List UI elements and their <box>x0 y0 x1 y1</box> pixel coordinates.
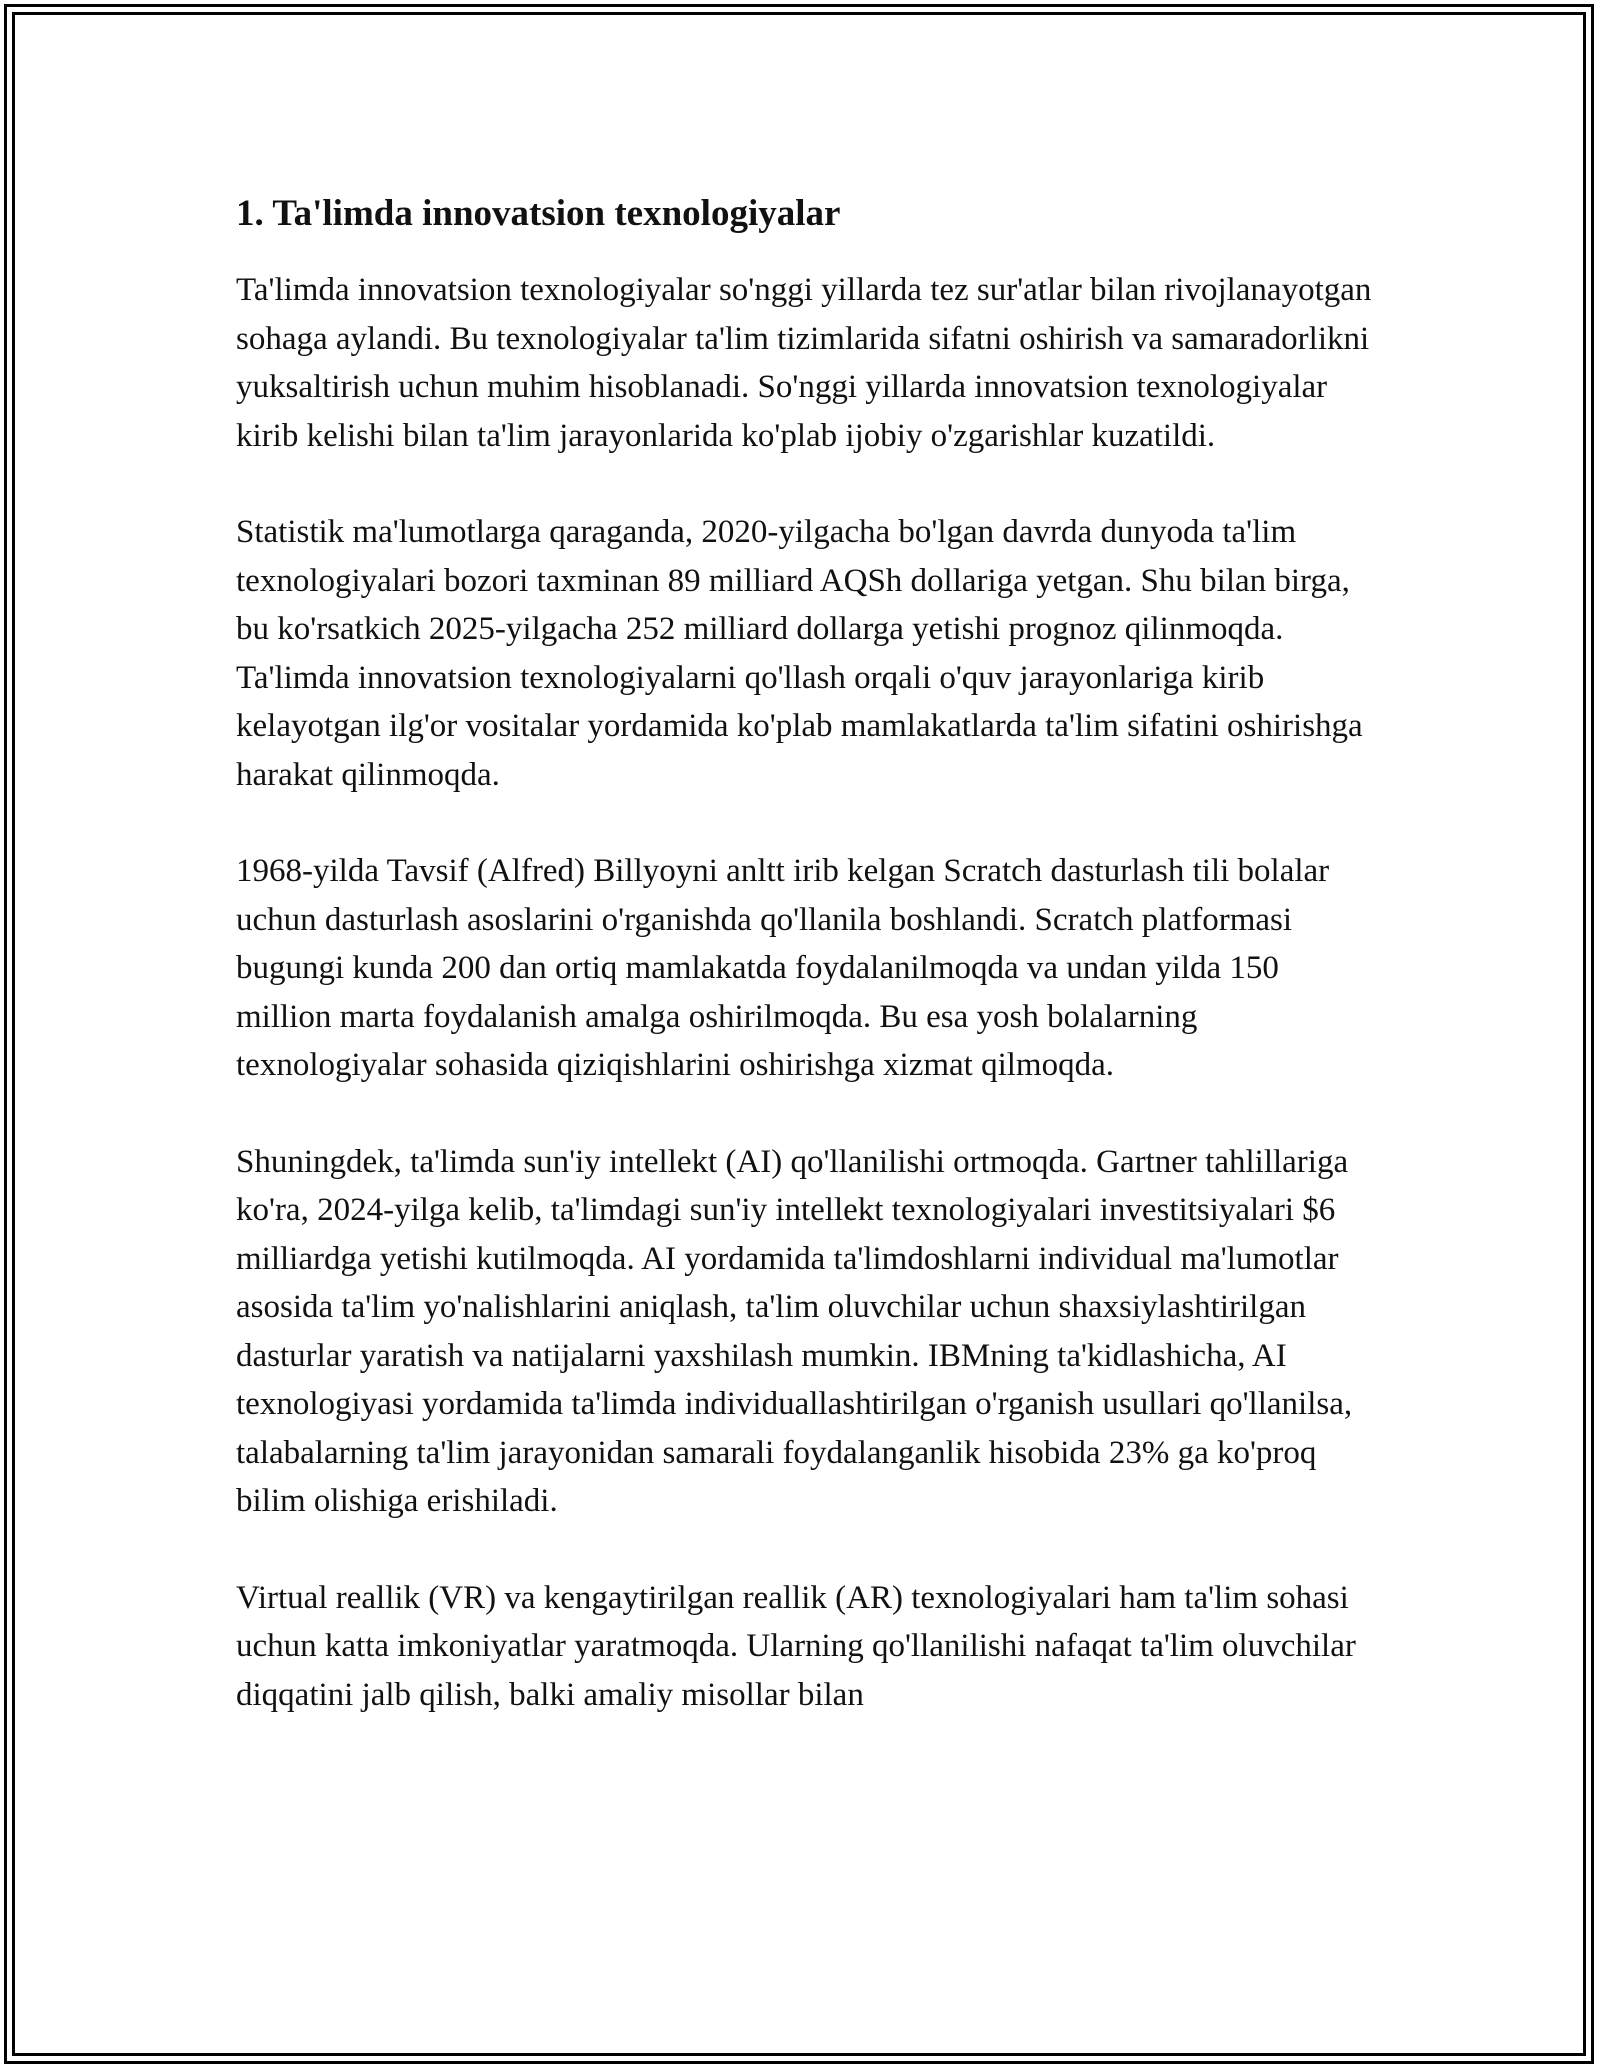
paragraph-vr-ar: Virtual reallik (VR) va kengaytirilgan reallik (AR) texnologiyalari ham ta'lim sohasi uchun katta imkoniyatlar yaratmoqda. Ularning qo'llanilishi nafaqat ta'lim oluvchilar diqqatini jalb qilish, balki amaliy misollar bilan <box>236 1579 1356 1713</box>
paragraph-statistics: Statistik ma'lumotlarga qaraganda, 2020-yilgacha bo'lgan davrda dunyoda ta'lim texnologiyalari bozori taxminan 89 milliard AQSh dollariga yetgan. Shu bilan birga, bu ko'rsatkich 2025-yilgacha 252 milliard dollarga yetishi prognoz qilinmoqda. Ta'limda innovatsion texnologiyalarni qo'llash orqali o'quv jarayonlariga kirib kelayotgan ilg'or vositalar yordamida ko'plab mamlakatlarda ta'lim sifatini oshirishga harakat qilinmoqda. <box>236 514 1363 793</box>
paragraph-scratch: 1968-yilda Tavsif (Alfred) Billyoyni anltt irib kelgan Scratch dasturlash tili bolalar uchun dasturlash asoslarini o'rganishda qo'llanila boshlandi. Scratch platformasi bugungi kunda 200 dan ortiq mamlakatda foydalanilmoqda va undan yilda 150 million marta foydalanish amalga oshirilmoqda. Bu esa yosh bolalarning texnologiyalar sohasida qiziqishlarini oshirishga xizmat qilmoqda. <box>236 853 1330 1083</box>
document-body <box>236 190 1376 1767</box>
section-heading: 1. Ta'limda innovatsion texnologiyalar <box>236 193 841 234</box>
paragraph-intro: Ta'limda innovatsion texnologiyalar so'nggi yillarda tez sur'atlar bilan rivojlanayotgan sohaga aylandi. Bu texnologiyalar ta'lim tizimlarida sifatni oshirish va samaradorlikni yuksaltirish uchun muhim hisoblanadi. So'nggi yillarda innovatsion texnologiyalar kirib kelishi bilan ta'lim jarayonlarida ko'plab ijobiy o'zgarishlar kuzatildi. <box>236 272 1372 454</box>
paragraph-ai: Shuningdek, ta'limda sun'iy intellekt (AI) qo'llanilishi ortmoqda. Gartner tahlillariga ko'ra, 2024-yilga kelib, ta'limdagi sun'iy intellekt texnologiyalari investitsiyalari $6 milliardga yetishi kutilmoqda. AI yordamida ta'limdoshlarni individual ma'lumotlar asosida ta'lim yo'nalishlarini aniqlash, ta'lim oluvchilar uchun shaxsiylashtirilgan dasturlar yaratish va natijalarni yaxshilash mumkin. IBMning ta'kidlashicha, AI texnologiyasi yordamida ta'limda individuallashtirilgan o'rganish usullari qo'llanilsa, talabalarning ta'lim jarayonidan samarali foydalanganlik hisobida 23% ga ko'proq bilim olishiga erishiladi. <box>236 1143 1353 1519</box>
